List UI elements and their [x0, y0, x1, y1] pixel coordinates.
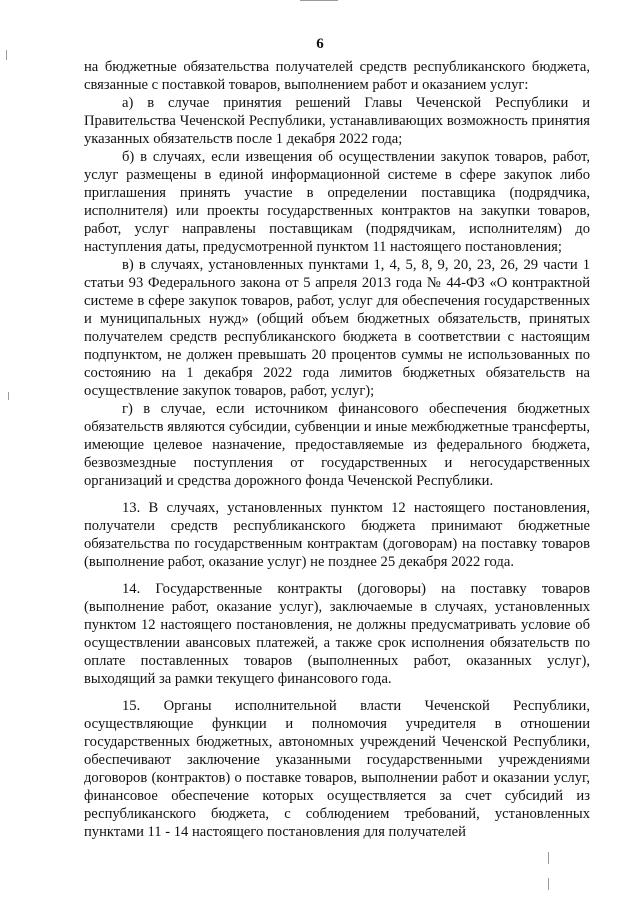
paragraph-item-g: г) в случае, если источником финансового обеспечения бюджетных обязательств являются субсидии, субвенции и иные межбюджетные трансферты, имеющие целевое назначение, предоставляемые из федерального бюджета, безвозмездные поступления от государственных и негосударственных организаций и средства дорожного фонда Чеченской Республики.: [84, 401, 590, 489]
scan-mark-left-2: [8, 392, 9, 400]
document-body: [84, 58, 590, 841]
paragraph-item-v: в) в случаях, установленных пунктами 1, 4, 5, 8, 9, 20, 23, 26, 29 части 1 статьи 93 Федерального закона от 5 апреля 2013 года № 44-ФЗ «О контрактной системе в сфере закупок товаров, работ, услуг для обеспечения государственных и муниципальных нужд» (общий объем бюджетных обязательств, принятых получателем средств республиканского бюджета в соответствии с настоящим подпунктом, не должен превышать 20 процентов суммы не использованных по состоянию на 1 декабря 2022 года лимитов бюджетных обязательств на осуществление закупок товаров, работ, услуг);: [84, 257, 590, 399]
scan-mark-top: [300, 0, 338, 1]
paragraph-point-14: 14. Государственные контракты (договоры) на поставку товаров (выполнение работ, оказание услуг), заключаемые в случаях, установленных пунктом 12 настоящего постановления, не должны предусматривать условие об осуществлении авансовых платежей, а также срок исполнения обязательств по оплате поставленных товаров (выполненных работ, оказанных услуг), выходящий за рамки текущего финансового года.: [84, 581, 590, 687]
scan-mark-right-2: [548, 878, 549, 890]
paragraph-intro: на бюджетные обязательства получателей средств республиканского бюджета, связанные с поставкой товаров, выполнением работ и оказанием услуг:: [84, 59, 590, 93]
paragraph-item-a: а) в случае принятия решений Главы Чеченской Республики и Правительства Чеченской Республики, устанавливающих возможность принятия указанных обязательств после 1 декабря 2022 года;: [84, 95, 590, 147]
paragraph-point-13: 13. В случаях, установленных пунктом 12 настоящего постановления, получатели средств республиканского бюджета принимают бюджетные обязательства по государственным контрактам (договорам) на поставку товаров (выполнение работ, оказание услуг) не позднее 25 декабря 2022 года.: [84, 500, 590, 570]
paragraph-point-15: 15. Органы исполнительной власти Чеченской Республики, осуществляющие функции и полномочия учредителя в отношении государственных бюджетных, автономных учреждений Чеченской Республики, обеспечивают заключение указанными государственными учреждениями договоров (контрактов) о поставке товаров, выполнении работ и оказании услуг, финансовое обеспечение которых осуществляется за счет субсидий из республиканского бюджета, с соблюдением требований, установленных пунктами 11 - 14 настоящего постановления для получателей: [84, 698, 590, 840]
scan-mark-right-1: [548, 852, 549, 864]
page-number: 6: [316, 36, 324, 52]
paragraph-item-b: б) в случаях, если извещения об осуществлении закупок товаров, работ, услуг размещены в единой информационной системе в сфере закупок либо приглашения принять участие в определении поставщика (подрядчика, исполнителя) или проекты государственных контрактов на закупки товаров, работ, услуг направлены поставщикам (подрядчикам, исполнителям) до наступления даты, предусмотренной пунктом 11 настоящего постановления;: [84, 149, 590, 255]
